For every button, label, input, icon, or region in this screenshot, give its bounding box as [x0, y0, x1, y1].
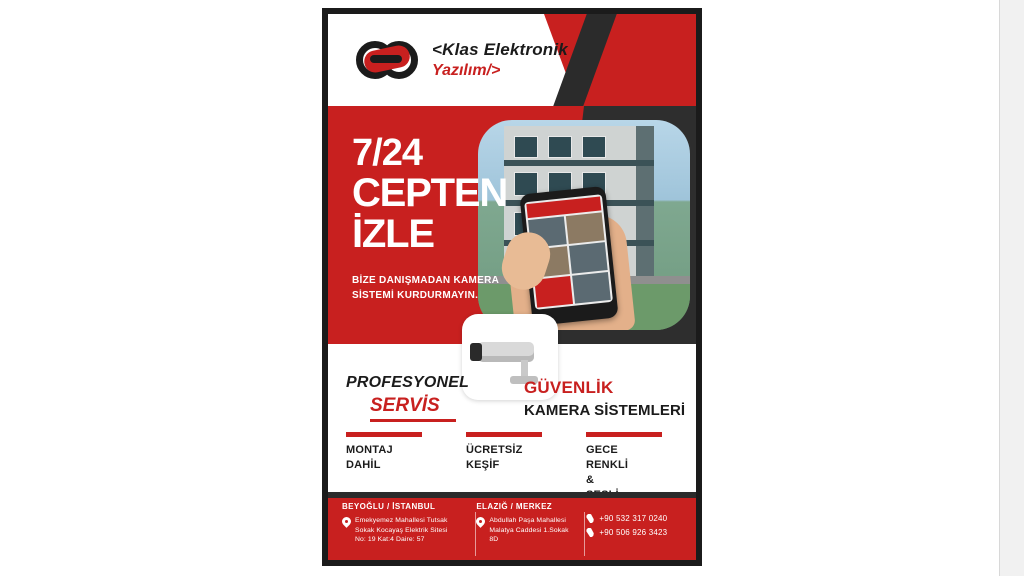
- service-right-line2: KAMERA SİSTEMLERİ: [524, 402, 686, 419]
- footer-contact: [585, 502, 686, 545]
- brand-name-line1: <Klas Elektronik: [432, 40, 568, 59]
- poster-footer: [328, 492, 696, 560]
- feature-line: ÜCRETSİZ: [466, 444, 523, 456]
- feature-line: MONTAJ: [346, 444, 393, 456]
- branch1-address-line3: No: 19 Kat:4 Daire: 57: [355, 536, 425, 544]
- brand-name: [432, 40, 612, 80]
- hero-subtext-line1: BİZE DANIŞMADAN KAMERA: [352, 275, 500, 287]
- location-pin-icon: [342, 517, 351, 529]
- feature-accent-bar: [466, 432, 542, 437]
- footer-top-strip: [328, 492, 696, 498]
- phone-icon: [585, 514, 595, 524]
- camera-body: [478, 342, 534, 362]
- branch2-address-line1: Abdullah Paşa Mahallesi: [489, 517, 567, 524]
- hero-subtext-line2: SİSTEMİ KURDURMAYIN.: [352, 289, 479, 301]
- feature-line: RENKLİ: [586, 458, 629, 471]
- feature-accent-bar: [346, 432, 422, 437]
- service-right-block: [524, 378, 696, 419]
- footer-columns: [342, 502, 686, 545]
- branch2-city: ELAZIĞ / MERKEZ: [476, 502, 553, 511]
- branch1-city: BEYOĞLU / İSTANBUL: [342, 502, 436, 511]
- hero-headline-line1: CEPTEN: [352, 171, 508, 215]
- service-right-line1: GÜVENLİK: [524, 378, 614, 397]
- hero-headline-top: 7/24: [352, 132, 422, 174]
- feature-line: DAHİL: [346, 458, 381, 471]
- hero-headline-line2: İZLE: [352, 212, 434, 257]
- camera-tile: [572, 272, 611, 304]
- service-left-line2: SERVİS: [370, 395, 440, 416]
- footer-branch-elazig: [476, 502, 585, 545]
- footer-branch-istanbul: [342, 502, 476, 545]
- feature-line: KEŞİF: [466, 458, 500, 471]
- building-window: [582, 136, 606, 158]
- contact-phone-2[interactable]: +90 506 926 3423: [599, 528, 668, 537]
- branch1-address-line1: Emekyemez Mahallesi Tutsak: [355, 517, 448, 524]
- hero-section: [328, 106, 696, 344]
- service-left-underline: [370, 419, 456, 422]
- poster-document: [322, 8, 702, 566]
- branch2-address-line3: 8D: [489, 536, 499, 544]
- camera-tile: [569, 242, 608, 274]
- feature-line: GECE: [586, 444, 618, 456]
- service-left-block: [346, 374, 526, 422]
- hero-text-block: [352, 134, 562, 303]
- logo-bar: [370, 55, 402, 63]
- infinity-logo-icon: [356, 40, 422, 80]
- phone-icon: [585, 528, 595, 538]
- poster-canvas: [328, 14, 696, 560]
- service-left-line1: PROFESYONEL: [346, 374, 470, 391]
- page-edge-strip: [999, 0, 1024, 576]
- camera-lens: [470, 343, 482, 361]
- contact-phone-1[interactable]: +90 532 317 0240: [599, 514, 668, 523]
- camera-tile: [566, 212, 605, 244]
- poster-header: [328, 14, 696, 106]
- brand-name-line2: Yazılım/>: [432, 62, 501, 79]
- feature-line: &: [586, 473, 595, 486]
- branch1-address-line2: Sokak Kocayaş Elektrik Sitesi: [355, 526, 448, 534]
- feature-accent-bar: [586, 432, 662, 437]
- location-pin-icon: [476, 517, 485, 529]
- branch2-address-line2: Malatya Caddesi 1.Sokak: [489, 526, 569, 534]
